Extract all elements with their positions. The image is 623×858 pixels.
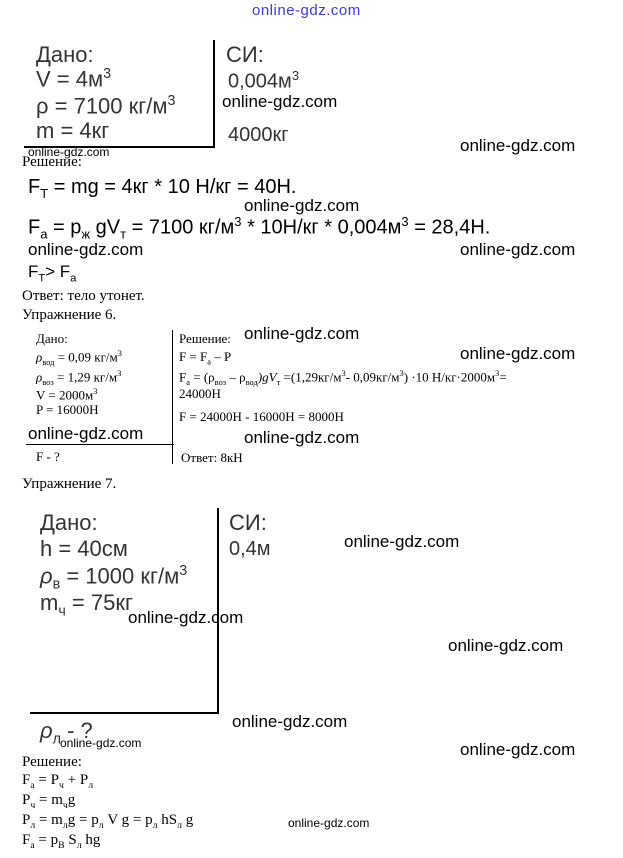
ex7-si-height: 0,4м	[229, 538, 271, 560]
watermark: online-gdz.com	[244, 324, 360, 343]
ex6-line-1: $F = F_a - P$	[179, 349, 232, 367]
watermark-small: online-gdz.com	[60, 736, 142, 750]
ex7-line-1: $F_a = P_ч + P_л$	[22, 772, 94, 791]
watermark: online-gdz.com	[28, 424, 144, 443]
watermark-small: online-gdz.com	[288, 816, 370, 830]
ex6-line-2: $F_a = (\rho_{воз} - \rho_{вод})gV_т =(1,29кг/м^3-$ $0,09кг/м^3) \cdot 10$ $Н/кг\cdot 2000м^3=$	[179, 368, 507, 387]
watermark-small: online-gdz.com	[28, 145, 110, 159]
watermark: online-gdz.com	[222, 92, 338, 111]
comparison: $F_T> F_a$	[28, 262, 77, 285]
watermark: online-gdz.com	[460, 740, 576, 759]
ex7-given-title: Дано:	[40, 510, 98, 535]
ex7-line-3: $P_л = m_лg = p_л$ V $g = p_л$ $hS_л$ g	[22, 812, 194, 831]
watermark: online-gdz.com	[460, 136, 576, 155]
ex7-solution-title: Решение:	[22, 754, 82, 770]
ex7-line-4: $F_a = p_B$ $S_л$ hg	[22, 832, 101, 851]
si-mass: 4000кг	[228, 124, 289, 146]
watermark: online-gdz.com	[232, 712, 348, 731]
given-volume: $V = 4м^3$	[36, 66, 112, 92]
ex7-line-2: $P_ч = m_чg$	[22, 792, 76, 811]
top-watermark: online-gdz.com	[252, 2, 361, 19]
ex6-rho-air: $\rho_{воз} = 1,29$ $кг/м^3$	[36, 368, 122, 387]
ex6-rho-water: $\rho_{вод} = 0,09$ $кг/м^3$	[36, 348, 122, 367]
ex6-volume: $V = 2000м^3$	[36, 386, 98, 403]
answer-1: Ответ: тело утонет.	[22, 288, 145, 304]
watermark: online-gdz.com	[448, 636, 564, 655]
formula-gravity: $F_T$ = mg = 4кг * 10 Н/кг = 40Н.	[28, 176, 297, 201]
solution-label: Решение:	[22, 154, 82, 170]
ex7-mass: $m_ч = 75кг$	[40, 590, 133, 620]
given-density: ρ = 7100 $кг/м^3$	[36, 93, 176, 119]
watermark: online-gdz.com	[128, 608, 244, 627]
ex7-height: h = 40см	[40, 536, 128, 561]
si-title: СИ:	[226, 42, 264, 67]
exercise-6-title: Упражнение 6.	[22, 307, 117, 323]
ex6-find: F - ?	[36, 449, 60, 464]
divider-vertical	[213, 40, 215, 148]
ex7-si-title: СИ:	[229, 510, 267, 535]
watermark: online-gdz.com	[28, 240, 144, 259]
ex6-given-title: Дано:	[36, 331, 68, 346]
ex6-divider-horizontal	[26, 444, 174, 445]
ex7-rho-water: $\rho_в = 1000$ $кг/м^3$	[40, 563, 188, 593]
given-title: Дано:	[36, 42, 94, 67]
ex7-find: $\rho_л$ - ?	[40, 718, 93, 748]
ex6-line-3: 24000Н	[179, 386, 221, 401]
given-mass: m = 4кг	[36, 118, 110, 143]
watermark: online-gdz.com	[460, 344, 576, 363]
ex6-answer: Ответ: 8кН	[181, 450, 243, 465]
watermark: online-gdz.com	[244, 428, 360, 447]
ex6-line-4: F = 24000Н - 16000Н = 8000Н	[179, 409, 344, 424]
watermark: online-gdz.com	[344, 532, 460, 551]
ex6-weight: P = 16000Н	[36, 402, 99, 417]
formula-archimedes: $F_a = p_ж$ $gV_т = 7100$ $кг/м^3 * 10Н/кг * 0,004м^3 = 28,4Н$.	[28, 214, 491, 242]
ex6-solution-title: Решение:	[179, 331, 231, 346]
si-volume: $0,004м^3$	[228, 68, 300, 93]
exercise-7-title: Упражнение 7.	[22, 476, 117, 492]
watermark: online-gdz.com	[244, 196, 360, 215]
watermark: online-gdz.com	[460, 240, 576, 259]
ex7-divider-horizontal	[30, 712, 219, 714]
